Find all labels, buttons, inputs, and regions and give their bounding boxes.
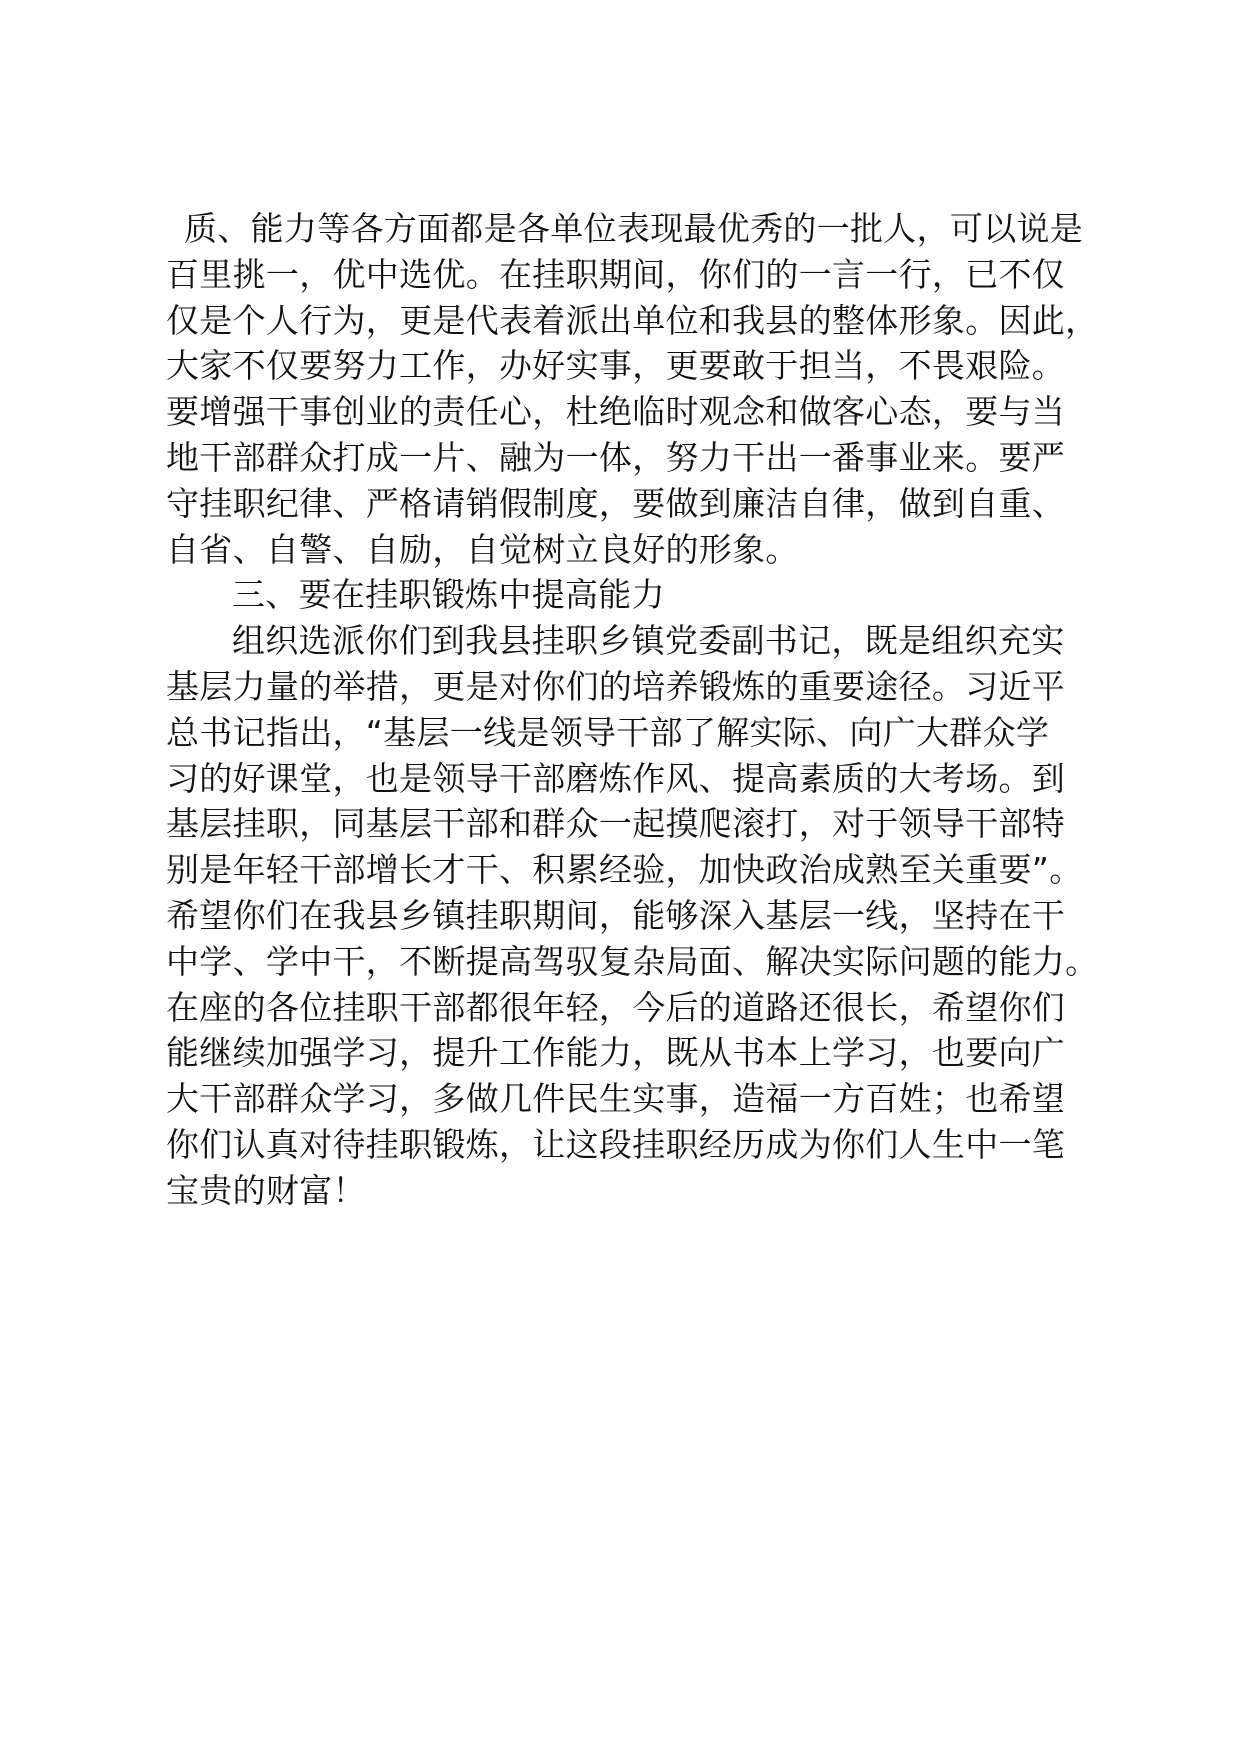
paragraph-line: 别是年轻干部增长才干、积累经验，加快政治成熟至关重要”。: [166, 850, 1083, 890]
paragraph-line: 希望你们在我县乡镇挂职期间，能够深入基层一线，坚持在干: [166, 895, 1066, 935]
paragraph-line: 守挂职纪律、严格请销假制度，要做到廉洁自律，做到自重、: [166, 483, 1066, 523]
paragraph-line: 中学、学中干，不断提高驾驭复杂局面、解决实际问题的能力。: [166, 941, 1099, 981]
body-text: [166, 206, 1126, 1214]
paragraph-line: 你们认真对待挂职锻炼，让这段挂职经历成为你们人生中一笔: [166, 1124, 1066, 1164]
paragraph-line: 大家不仅要努力工作，办好实事，更要敢于担当，不畏艰险。: [166, 346, 1066, 386]
paragraph-line: 仅是个人行为，更是代表着派出单位和我县的整体形象。因此，: [166, 300, 1099, 340]
paragraph-line: 要增强干事创业的责任心，杜绝临时观念和做客心态，要与当: [166, 392, 1066, 432]
section-heading: 三、要在挂职锻炼中提高能力: [232, 575, 665, 615]
paragraph-line: 宝贵的财富！: [166, 1170, 366, 1210]
paragraph-line: 地干部群众打成一片、融为一体，努力干出一番事业来。要严: [166, 437, 1066, 477]
paragraph-line: 总书记指出，“基层一线是领导干部了解实际、向广大群众学: [166, 712, 1050, 752]
paragraph-line: 习的好课堂，也是领导干部磨炼作风、提高素质的大考场。到: [166, 758, 1066, 798]
paragraph-line: 质、能力等各方面都是各单位表现最优秀的一批人，可以说是: [184, 209, 1084, 248]
paragraph-line: 自省、自警、自励，自觉树立良好的形象。: [166, 529, 799, 569]
paragraph-line: 基层挂职，同基层干部和群众一起摸爬滚打，对于领导干部特: [166, 804, 1066, 844]
paragraph-line: 基层力量的举措，更是对你们的培养锻炼的重要途径。习近平: [166, 666, 1066, 706]
paragraph-line: 能继续加强学习，提升工作能力，既从书本上学习，也要向广: [166, 1033, 1066, 1073]
paragraph-line: 百里挑一，优中选优。在挂职期间，你们的一言一行，已不仅: [166, 254, 1066, 294]
paragraph-line: 组织选派你们到我县挂职乡镇党委副书记，既是组织充实: [232, 621, 1065, 661]
paragraph-line: 大干部群众学习，多做几件民生实事，造福一方百姓；也希望: [166, 1079, 1066, 1119]
paragraph-line: 在座的各位挂职干部都很年轻，今后的道路还很长，希望你们: [166, 987, 1066, 1027]
